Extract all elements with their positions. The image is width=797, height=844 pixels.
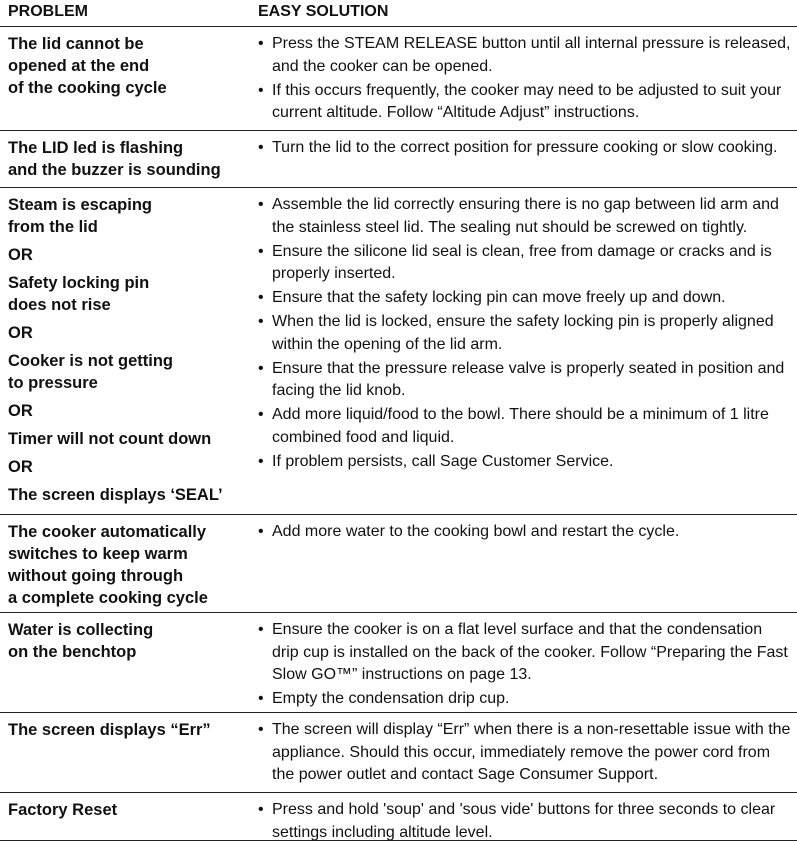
header-solution: EASY SOLUTION (258, 3, 389, 20)
problem-text: The LID led is flashing (8, 139, 184, 157)
problem-text: The lid cannot be (8, 35, 144, 53)
problem-text: of the cooking cycle (8, 79, 167, 97)
solution-cell (258, 27, 797, 130)
problem-cell (0, 793, 258, 840)
solution-item: • Ensure the cooker is on a flat level surface and that the condensation drip cup is installed on the back of the cooker. Follow “Preparing the Fast Slow GO™” instructions on page 13. (258, 619, 793, 687)
solution-item: • If this occurs frequently, the cooker may need to be adjusted to suit your current altitude. Follow “Altitude Adjust” instructions. (258, 80, 793, 125)
solution-item: • Empty the condensation drip cup. (258, 688, 793, 711)
table-row (0, 713, 797, 793)
problem-text: on the benchtop (8, 643, 137, 661)
or-separator: OR (8, 246, 33, 264)
problem-text: switches to keep warm (8, 545, 188, 563)
solution-cell (258, 188, 797, 514)
problem-cell (0, 515, 258, 612)
problem-text: Water is collecting (8, 621, 154, 639)
solution-cell (258, 793, 797, 840)
table-row (0, 131, 797, 188)
problem-text: opened at the end (8, 57, 150, 75)
problem-text: a complete cooking cycle (8, 589, 208, 607)
problem-cell (0, 131, 258, 187)
or-separator: OR (8, 458, 33, 476)
problem-text: does not rise (8, 296, 111, 314)
solution-item: • When the lid is locked, ensure the safety locking pin is properly aligned within the opening of the lid arm. (258, 311, 793, 356)
table-row (0, 27, 797, 131)
problem-text: and the buzzer is sounding (8, 161, 221, 179)
solution-item: • Turn the lid to the correct position for pressure cooking or slow cooking. (258, 137, 793, 160)
table-header (0, 0, 797, 27)
problem-text: Safety locking pin (8, 274, 150, 292)
solution-item: • Add more liquid/food to the bowl. There should be a minimum of 1 litre combined food and liquid. (258, 404, 793, 449)
solution-cell (258, 713, 797, 792)
solution-item: • Press and hold 'soup' and 'sous vide' buttons for three seconds to clear settings including altitude level. (258, 799, 793, 844)
problem-text: Cooker is not getting (8, 352, 173, 370)
problem-text: The screen displays “Err” (8, 721, 211, 739)
or-separator: OR (8, 402, 33, 420)
solution-item: • Add more water to the cooking bowl and restart the cycle. (258, 521, 793, 544)
solution-item: • Ensure the silicone lid seal is clean, free from damage or cracks and is properly inserted. (258, 241, 793, 286)
problem-cell (0, 613, 258, 712)
problem-cell (0, 188, 258, 514)
solution-item: • Assemble the lid correctly ensuring there is no gap between lid arm and the stainless steel lid. The sealing nut should be screwed on tightly. (258, 194, 793, 239)
problem-text: without going through (8, 567, 184, 585)
solution-item: • If problem persists, call Sage Customer Service. (258, 451, 793, 474)
problem-text: to pressure (8, 374, 98, 392)
solution-cell (258, 131, 797, 187)
table-row (0, 188, 797, 515)
solution-cell (258, 613, 797, 712)
table-row (0, 793, 797, 841)
header-problem: PROBLEM (8, 3, 88, 20)
problem-text: Factory Reset (8, 801, 118, 819)
problem-text: Steam is escaping (8, 196, 152, 214)
solution-item: • Press the STEAM RELEASE button until all internal pressure is released, and the cooker can be opened. (258, 33, 793, 78)
problem-cell (0, 27, 258, 130)
problem-text: Timer will not count down (8, 430, 212, 448)
problem-cell (0, 713, 258, 792)
table-row (0, 515, 797, 613)
or-separator: OR (8, 324, 33, 342)
problem-text: from the lid (8, 218, 98, 236)
solution-cell (258, 515, 797, 612)
problem-text: The cooker automatically (8, 523, 207, 541)
solution-item: • The screen will display “Err” when there is a non-resettable issue with the appliance. Should this occur, immediately remove the power cord from the power outlet and contact Sage Consumer Support. (258, 719, 793, 787)
problem-text: The screen displays ‘SEAL’ (8, 486, 223, 504)
table-row (0, 613, 797, 713)
solution-item: • Ensure that the pressure release valve is properly seated in position and facing the lid knob. (258, 358, 793, 403)
solution-item: • Ensure that the safety locking pin can move freely up and down. (258, 287, 793, 310)
